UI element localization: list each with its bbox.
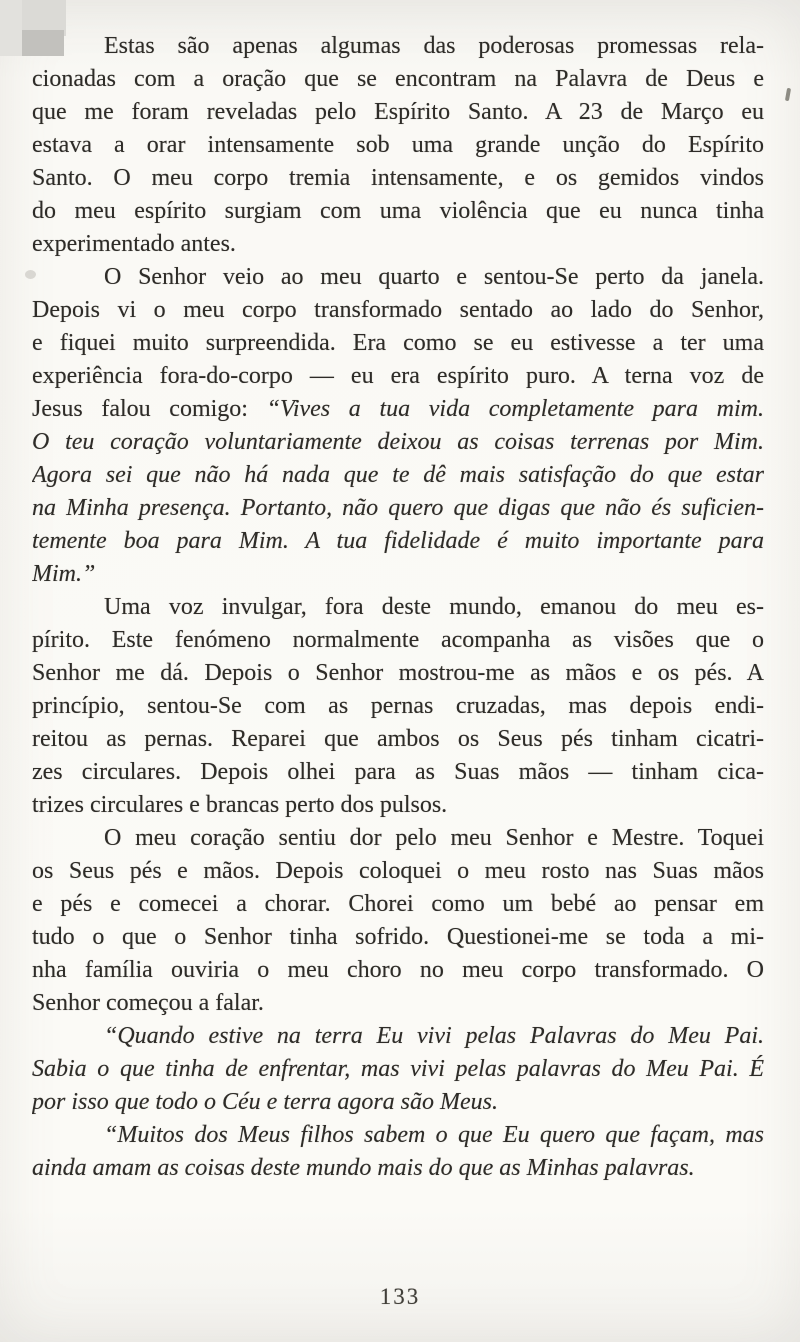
text-line	[32, 987, 764, 1020]
text-line	[32, 756, 764, 789]
text-line	[32, 822, 764, 855]
text-line	[32, 1119, 764, 1152]
quoted-speech-text: “Vives a tua vida completamente para mim.	[266, 396, 764, 422]
text-line	[32, 525, 764, 558]
quoted-speech-text: “Quando estive na terra Eu vivi pelas Palavras do Meu Pai.	[104, 1023, 764, 1049]
body-text: pírito. Este fenómeno normalmente acompanha as visões que o	[32, 627, 764, 653]
paragraph	[32, 261, 764, 591]
body-text: O meu coração sentiu dor pelo meu Senhor e Mestre. Toquei	[104, 825, 764, 851]
body-text: Uma voz invulgar, fora deste mundo, emanou do meu es-	[104, 594, 764, 620]
paragraph	[32, 591, 764, 822]
text-line	[32, 657, 764, 690]
text-line	[32, 261, 764, 294]
text-line	[32, 921, 764, 954]
quoted-speech-text: na Minha presença. Portanto, não quero que digas que não és suficien-	[32, 495, 764, 521]
body-text: e fiquei muito surpreendida. Era como se eu estivesse a ter uma	[32, 330, 764, 356]
body-text: Senhor começou a falar.	[32, 990, 264, 1016]
paragraph	[32, 1119, 764, 1185]
text-block	[32, 30, 764, 1185]
text-line	[32, 855, 764, 888]
body-text: cionadas com a oração que se encontram na Palavra de Deus e	[32, 66, 764, 92]
body-text: Depois vi o meu corpo transformado sentado ao lado do Senhor,	[32, 297, 764, 323]
text-line	[32, 426, 764, 459]
quoted-speech-text: Sabia o que tinha de enfrentar, mas vivi pelas palavras do Meu Pai. É	[32, 1056, 764, 1082]
text-line	[32, 63, 764, 96]
text-line	[32, 1086, 764, 1119]
text-line	[32, 294, 764, 327]
body-text: tudo o que o Senhor tinha sofrido. Questionei-me se toda a mi-	[32, 924, 764, 950]
body-text: e pés e comecei a chorar. Chorei como um bebé ao pensar em	[32, 891, 764, 917]
paragraph	[32, 1020, 764, 1119]
text-line	[32, 327, 764, 360]
text-line	[32, 558, 764, 591]
text-line	[32, 690, 764, 723]
text-line	[32, 888, 764, 921]
text-line	[32, 459, 764, 492]
paragraph	[32, 822, 764, 1020]
text-line	[32, 195, 764, 228]
text-line	[32, 624, 764, 657]
page-number: 133	[379, 1284, 421, 1309]
body-text: experimentado antes.	[32, 231, 236, 257]
text-line	[32, 228, 764, 261]
body-text: reitou as pernas. Reparei que ambos os Seus pés tinham cicatri-	[32, 726, 764, 752]
quoted-speech-text: O teu coração voluntariamente deixou as coisas terrenas por Mim.	[32, 429, 764, 455]
body-text: O Senhor veio ao meu quarto e sentou-Se perto da janela.	[104, 264, 764, 290]
body-text: estava a orar intensamente sob uma grande unção do Espírito	[32, 132, 764, 158]
quoted-speech-text: Agora sei que não há nada que te dê mais satisfação do que estar	[32, 462, 764, 488]
body-text: experiência fora-do-corpo — eu era espírito puro. A terna voz de	[32, 363, 764, 389]
text-line	[32, 162, 764, 195]
body-text: Jesus falou comigo:	[32, 396, 267, 422]
text-line	[32, 129, 764, 162]
text-line	[32, 1152, 764, 1185]
text-line	[32, 360, 764, 393]
text-line	[32, 1053, 764, 1086]
text-line	[32, 954, 764, 987]
body-text: que me foram reveladas pelo Espírito Santo. A 23 de Março eu	[32, 99, 764, 125]
body-text: Estas são apenas algumas das poderosas promessas rela-	[104, 33, 764, 59]
body-text: Santo. O meu corpo tremia intensamente, e os gemidos vindos	[32, 165, 764, 191]
body-text: trizes circulares e brancas perto dos pulsos.	[32, 792, 448, 818]
body-text: do meu espírito surgiam com uma violência que eu nunca tinha	[32, 198, 764, 224]
body-text: zes circulares. Depois olhei para as Suas mãos — tinham cica-	[32, 759, 764, 785]
quoted-speech-text: ainda amam as coisas deste mundo mais do que as Minhas palavras.	[32, 1155, 695, 1181]
scan-artifact-corner	[0, 0, 22, 56]
body-text: Senhor me dá. Depois o Senhor mostrou-me as mãos e os pés. A	[32, 660, 764, 686]
quoted-speech-text: Mim.”	[32, 561, 96, 587]
text-line	[32, 96, 764, 129]
text-line	[32, 393, 764, 426]
text-line	[32, 30, 764, 63]
text-line	[32, 591, 764, 624]
text-line	[32, 723, 764, 756]
body-text: os Seus pés e mãos. Depois coloquei o meu rosto nas Suas mãos	[32, 858, 764, 884]
paragraph	[32, 30, 764, 261]
text-line	[32, 789, 764, 822]
quoted-speech-text: “Muitos dos Meus filhos sabem o que Eu quero que façam, mas	[104, 1122, 764, 1148]
text-line	[32, 1020, 764, 1053]
quoted-speech-text: temente boa para Mim. A tua fidelidade é muito importante para	[32, 528, 764, 554]
body-text: princípio, sentou-Se com as pernas cruzadas, mas depois endi-	[32, 693, 764, 719]
scan-artifact-mark	[785, 88, 791, 101]
quoted-speech-text: por isso que todo o Céu e terra agora são Meus.	[32, 1089, 498, 1115]
body-text: nha família ouviria o meu choro no meu corpo transformado. O	[32, 957, 764, 983]
text-line	[32, 492, 764, 525]
